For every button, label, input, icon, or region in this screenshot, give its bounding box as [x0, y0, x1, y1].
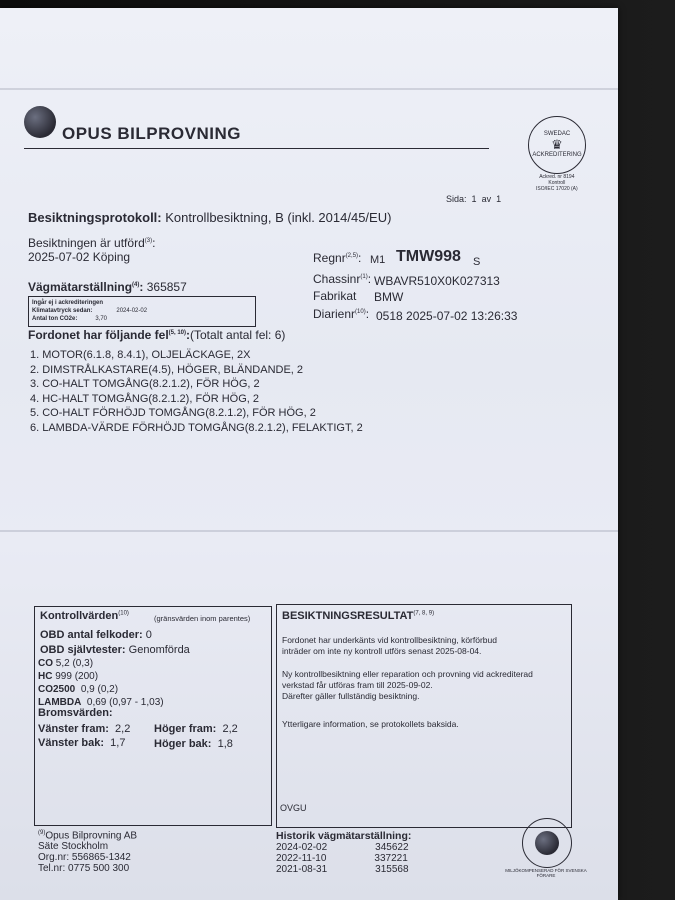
opus-globe-logo-icon [24, 106, 56, 138]
emission-row: CO2500 0,9 (0,2) [38, 684, 119, 695]
swedac-arc-text: ACKREDITERING [532, 152, 582, 158]
fault-item: 5. CO-HALT FÖRHÖJD TOMGÅNG(8.2.1.2), FÖR HÖG, 2 [30, 407, 316, 420]
performed-label: Besiktningen är utförd$^{(3)}$: [28, 236, 156, 250]
chassi-label: Chassinr$^{(1)}$: [313, 272, 372, 286]
regnr-suffix: S [473, 256, 481, 268]
brake-left-rear: Vänster bak: 1,7 [38, 737, 126, 749]
diarie-value: 0518 2025-07-02 13:26:33 [376, 309, 518, 323]
paper-fold [0, 88, 618, 90]
control-note: (gränsvärden inom parentes) [154, 614, 251, 623]
emission-row: LAMBDA 0,69 (0,97 - 1,03) [38, 697, 164, 708]
odometer-label: Vägmätarställning$^{(4)}$: 365857 [28, 280, 187, 294]
protocol-title: Besiktningsprotokoll: Kontrollbesiktning, B (inkl. 2014/45/EU) [28, 210, 392, 225]
page-indicator: Sida: 1 av 1 [446, 194, 502, 204]
brake-right-front: Höger fram: 2,2 [154, 723, 238, 735]
fault-item: 2. DIMSTRÅLKASTARE(4.5), HÖGER, BLÄNDANDE, 2 [30, 363, 304, 376]
climate-compensated-seal-icon [522, 818, 572, 868]
fabrikat-label: Fabrikat [313, 289, 357, 303]
result-heading: BESIKTNINGSRESULTAT$^{(7, 8, 9)}$ [282, 610, 435, 622]
climate-box: Ingår ej i ackrediteringen Klimatavtryck sedan: 2024-02-02 Antal ton CO2e: 3,70 [28, 296, 256, 327]
regnr-class: M1 [370, 254, 386, 266]
swedac-top-text: SWEDAC [543, 131, 571, 137]
control-heading: Kontrollvärden$^{(10)}$ [40, 610, 129, 622]
obd-codes: OBD antal felkoder: 0 [40, 629, 152, 641]
history-row: 2024-02-02 345622 [276, 842, 409, 853]
history-list [276, 842, 409, 875]
swedac-seal-icon [528, 116, 586, 174]
history-row: 2022-11-10 337221 [276, 853, 408, 864]
faults-heading: Fordonet har följande fel$^{(5, 10)}$:(Totalt antal fel: 6) [28, 328, 286, 342]
result-paragraph-1: Fordonet har underkänts vid kontrollbesiktning, körförbud inträder om inte ny kontroll utförs senast 2025-08-04. [282, 635, 497, 656]
obd-self-tests: OBD självtester: Genomförda [40, 644, 190, 656]
crown-icon: ♛ [551, 137, 563, 152]
brake-left-front: Vänster fram: 2,2 [38, 723, 131, 735]
fault-item: 6. LAMBDA-VÄRDE FÖRHÖJD TOMGÅNG(8.2.1.2), FELAKTIGT, 2 [30, 421, 363, 434]
seal-text: MILJÖKOMPENSERAD FÖR SVENSKA FÖRARE [505, 868, 587, 878]
emission-row: CO 5,2 (0,3) [38, 658, 94, 669]
regnr-label: Regnr$^{(2,5)}$: [313, 251, 362, 265]
paper-fold [0, 530, 618, 532]
emission-row: HC 999 (200) [38, 671, 99, 682]
brake-heading: Bromsvärden: [38, 707, 113, 719]
fault-list [30, 348, 363, 436]
brand-name: OPUS BILPROVNING [62, 124, 241, 143]
chassi-value: WBAVR510X0K027313 [374, 274, 500, 288]
emission-values [38, 657, 164, 709]
inspector-signature: OVGU [280, 803, 307, 813]
history-heading: Historik vägmätarställning: [276, 830, 412, 842]
fault-item: 4. HC-HALT TOMGÅNG(8.2.1.2), FÖR HÖG, 2 [30, 392, 260, 405]
swedac-info: Ackred. nr 8194 Kontroll ISO/IEC 17020 (A) [536, 174, 578, 192]
fault-item: 3. CO-HALT TOMGÅNG(8.2.1.2), FÖR HÖG, 2 [30, 378, 260, 391]
seal-globe-icon [535, 831, 559, 855]
diarie-label: Diarienr$^{(10)}$: [313, 307, 370, 321]
result-paragraph-2: Ny kontrollbesiktning eller reparation och provning vid ackrediterad verkstad får utföras fram till 2025-09-02. Därefter gäller fullständig besiktning. [282, 669, 533, 701]
performed-value: 2025-07-02 Köping [28, 250, 131, 264]
fabrikat-value: BMW [374, 290, 404, 304]
result-paragraph-3: Ytterligare information, se protokollets baksida. [282, 719, 459, 729]
company-info: $^{(9)}$Opus Bilprovning AB Säte Stockholm Org.nr: 556865-1342 Tel.nr: 0775 500 300 [38, 830, 138, 875]
brake-right-rear: Höger bak: 1,8 [154, 738, 233, 750]
protocol-sheet [0, 8, 618, 900]
fault-item: 1. MOTOR(6.1.8, 8.4.1), OLJELÄCKAGE, 2X [30, 349, 251, 361]
header-rule [24, 148, 489, 149]
regnr-value: TMW998 [396, 248, 461, 265]
history-row: 2021-08-31 315568 [276, 864, 409, 875]
